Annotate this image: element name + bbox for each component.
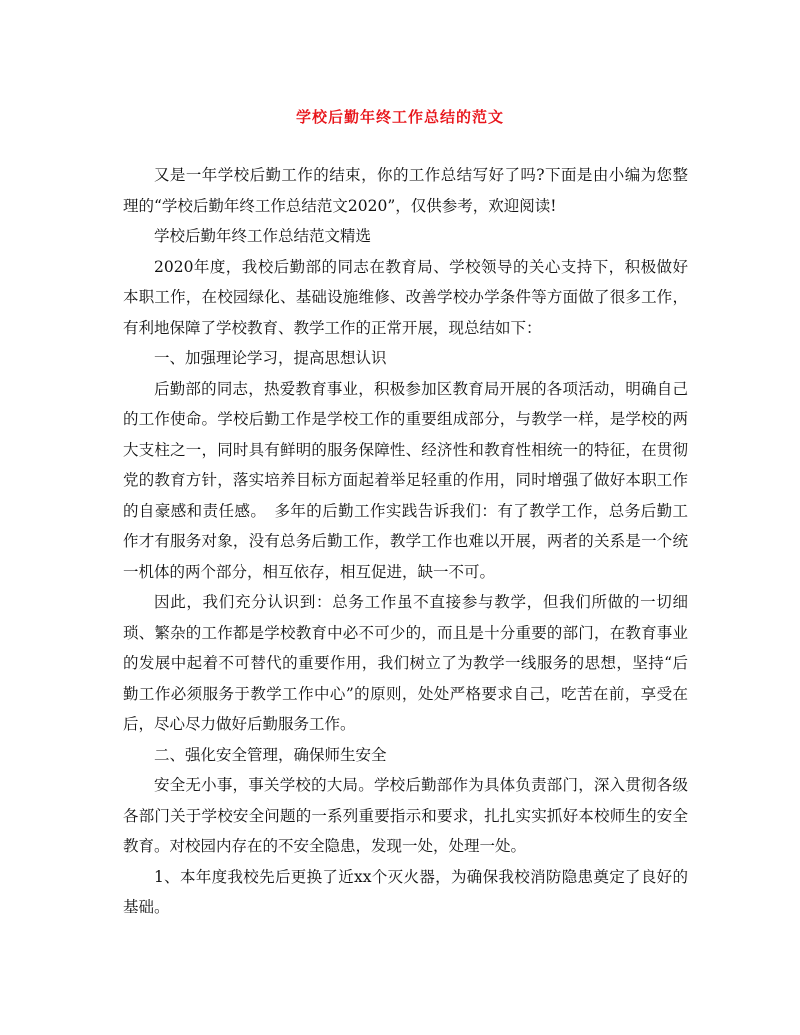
document-title: 学校后勤年终工作总结的范文 [295, 108, 504, 126]
paragraph-section-2-a: 安全无小事，事关学校的大局。学校后勤部作为具体负责部门，深入贯彻各级各部门关于学校安全问题的一系列重要指示和要求，扎扎实实抓好本校师生的安全教育。对校园内存在的不安全隐患，发现一处，处理一处。 [123, 776, 688, 855]
paragraph-section-1-a: 后勤部的同志，热爱教育事业，积极参加区教育局开展的各项活动，明确自己的工作使命。学校后勤工作是学校工作的重要组成部分，与教学一样，是学校的两大支柱之一，同时具有鲜明的服务保障性、经济性和教育性相统一的特征，在贯彻党的教育方针，落实培养目标方面起着举足轻重的作用，同时增强了做好本职工作的自豪感和责任感。 多年的后勤工作实践告诉我们：有了教学工作，总务后勤工作才有服务对象，没有总务后勤工作，教学工作也难以开展，两者的关系是一个统一机体的两个部分，相互依存，相互促进，缺一不可。 [123, 379, 688, 581]
paragraph-section-2-item-1: 1、本年度我校先后更换了近xx个灭火器，为确保我校消防隐患奠定了良好的基础。 [123, 867, 688, 916]
paragraph-section-1-b: 因此，我们充分认识到：总务工作虽不直接参与教学，但我们所做的一切细琐、繁杂的工作都是学校教育中必不可少的，而且是十分重要的部门，在教育事业的发展中起着不可替代的重要作用，我们树立了为教学一线服务的思想，坚持“后勤工作必须服务于教学工作中心”的原则，处处严格要求自己，吃苦在前，享受在后，尽心尽力做好后勤服务工作。 [123, 593, 688, 733]
document-body [123, 160, 688, 923]
paragraph-intro: 又是一年学校后勤工作的结束，你的工作总结写好了吗?下面是由小编为您整理的“学校后勤年终工作总结范文2020”，仅供参考，欢迎阅读! [123, 166, 688, 215]
section-heading-1: 一、加强理论学习，提高思想认识 [154, 349, 387, 367]
paragraph-subtitle: 学校后勤年终工作总结范文精选 [154, 227, 372, 245]
section-heading-2: 二、强化安全管理，确保师生安全 [154, 745, 387, 764]
paragraph-overview: 2020年度，我校后勤部的同志在教育局、学校领导的关心支持下，积极做好本职工作，在校园绿化、基础设施维修、改善学校办学条件等方面做了很多工作，有利地保障了学校教育、教学工作的正常开展，现总结如下： [123, 257, 688, 337]
